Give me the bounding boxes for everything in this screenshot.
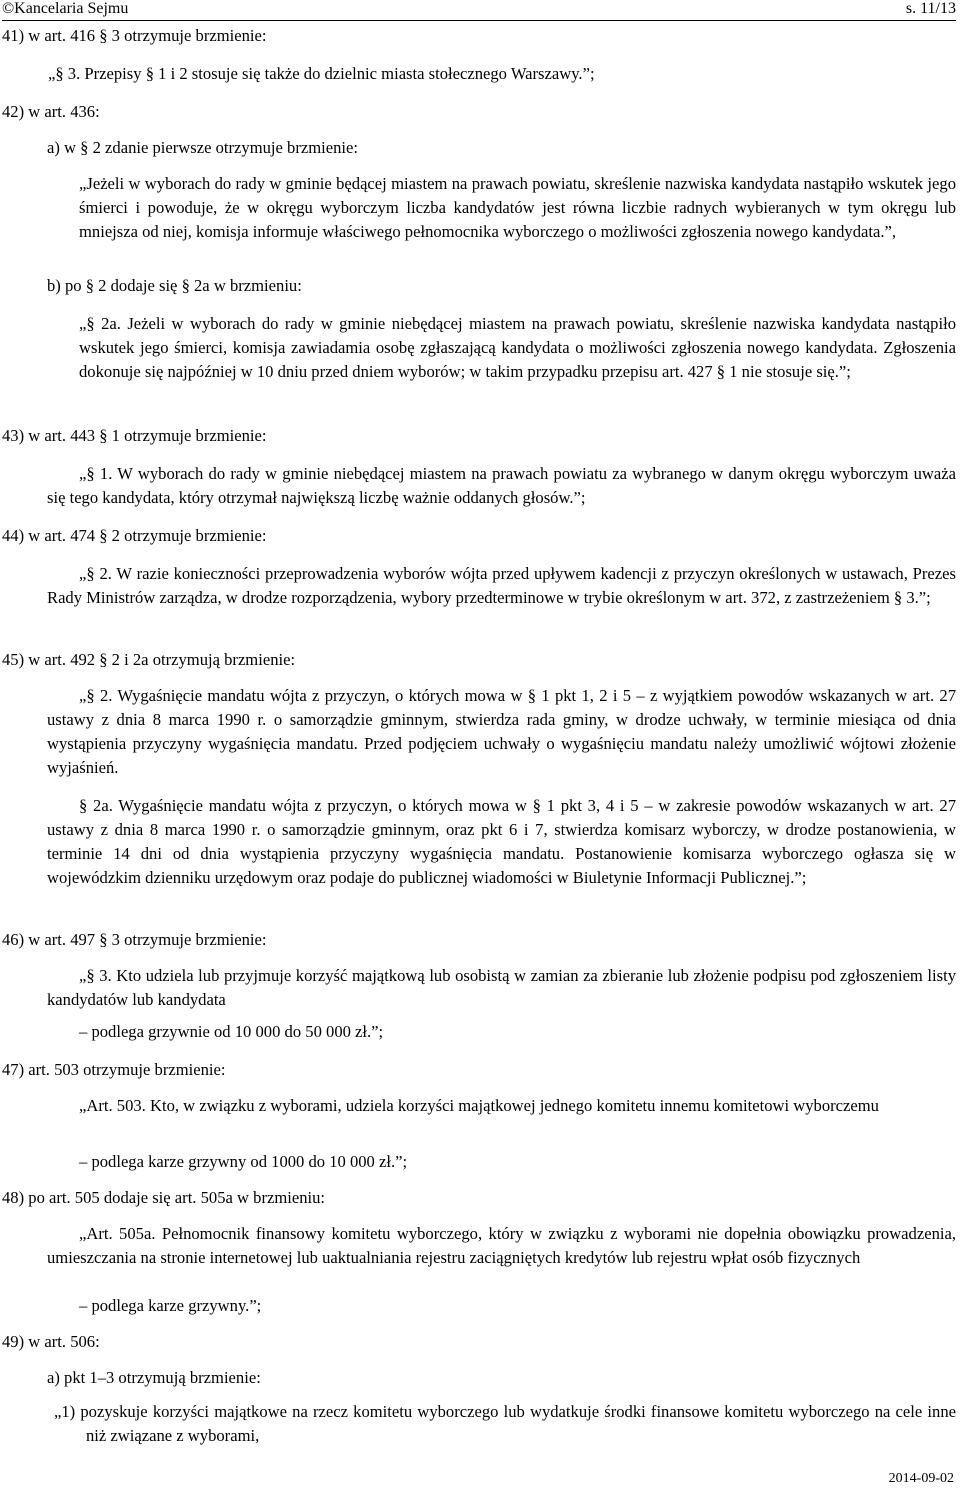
item-47: 47) art. 503 otrzymuje brzmienie: [2, 1060, 226, 1079]
item-46-text: „§ 3. Kto udziela lub przyjmuje korzyść majątkową lub osobistą w zamian za zbieranie lub złożenie podpisu pod zgłoszeniem listy kandydatów lub kandydata [47, 966, 956, 1009]
item-45-par-2a: § 2a. Wygaśnięcie mandatu wójta z przyczyn, o których mowa w § 1 pkt 3, 4 i 5 – w zakresie powodów wskazanych w art. 27 ustawy z dnia 8 marca 1990 r. o samorządzie gminnym, oraz pkt 6 i 7, stwierdza komisarz wyborczy, w drodze postanowienia, w terminie 14 dni od dnia wystąpienia przyczyny wygaśnięcia mandatu. Postanowienie komisarza wyborczego ogłasza się w wojewódzkim dzienniku urzędowym oraz podaje do publicznej wiadomości w Biuletynie Informacji Publicznej.”; [47, 796, 956, 887]
item-42-a: a) w § 2 zdanie pierwsze otrzymuje brzmienie: [47, 138, 359, 157]
item-47-text: „Art. 503. Kto, w związku z wyborami, udziela korzyści majątkowej jednego komitetu innemu komitetowi wyborczemu [79, 1096, 879, 1115]
item-49: 49) w art. 506: [2, 1332, 100, 1351]
item-44: 44) w art. 474 § 2 otrzymuje brzmienie: [2, 526, 267, 545]
item-48-text: „Art. 505a. Pełnomocnik finansowy komitetu wyborczego, który w związku z wyborami nie dopełnia obowiązku prowadzenia, umieszczania na stronie internetowej lub uaktualniania rejestru zaciągniętych kredytów lub rejestru wpłat osób fizycznych [47, 1224, 956, 1267]
item-42-b: b) po § 2 dodaje się § 2a w brzmieniu: [47, 276, 302, 295]
footer-date: 2014-09-02 [888, 1471, 954, 1486]
item-48-penalty: – podlega karze grzywny.”; [79, 1296, 262, 1315]
page-header [2, 0, 956, 21]
item-45-par-2: „§ 2. Wygaśnięcie mandatu wójta z przyczyn, o których mowa w § 1 pkt 1, 2 i 5 – z wyjątkiem powodów wskazanych w art. 27 ustawy z dnia 8 marca 1990 r. o samorządzie gminnym, stwierdza rada gminy, w drodze uchwały, w terminie miesiąca od dnia wystąpienia przyczyny wygaśnięcia mandatu. Przed podjęciem uchwały o wygaśnięciu mandatu należy umożliwić wójtowi złożenie wyjaśnień. [47, 686, 956, 777]
item-41: 41) w art. 416 § 3 otrzymuje brzmienie: [2, 26, 267, 45]
item-49-a-text: „1) pozyskuje korzyści majątkowe na rzecz komitetu wyborczego lub wydatkuje środki finansowe komitetu wyborczego na cele inne niż związane z wyborami, [54, 1402, 956, 1445]
item-43-text: „§ 1. W wyborach do rady w gminie niebędącej miastem na prawach powiatu za wybranego w danym okręgu wyborczym uważa się tego kandydata, który otrzymał największą liczbę ważnie oddanych głosów.”; [47, 464, 956, 507]
item-42-a-text: „Jeżeli w wyborach do rady w gminie będącej miastem na prawach powiatu, skreślenie nazwiska kandydata nastąpiło wskutek jego śmierci i powoduje, że w okręgu wyborczym liczba kandydatów jest równa liczbie radnych wybieranych w tym okręgu lub mniejsza od niej, komisja informuje właściwego pełnomocnika wyborczego o możliwości zgłoszenia nowego kandydata.”, [79, 174, 956, 241]
item-43: 43) w art. 443 § 1 otrzymuje brzmienie: [2, 426, 267, 445]
item-42-b-text: „§ 2a. Jeżeli w wyborach do rady w gminie niebędącej miastem na prawach powiatu, skreślenie nazwiska kandydata nastąpiło wskutek jego śmierci, komisja zawiadamia osobę zgłaszającą kandydata o możliwości zgłoszenia nowego kandydata. Zgłoszenia dokonuje się najpóźniej w 10 dniu przed dniem wyborów; w takim przypadku przepisu art. 427 § 1 nie stosuje się.”; [79, 314, 956, 381]
item-48: 48) po art. 505 dodaje się art. 505a w brzmieniu: [2, 1188, 326, 1207]
item-44-text: „§ 2. W razie konieczności przeprowadzenia wyborów wójta przed upływem kadencji z przyczyn określonych w ustawach, Prezes Rady Ministrów zarządza, w drodze rozporządzenia, wybory przedterminowe w trybie określonym w art. 372, z zastrzeżeniem § 3.”; [47, 564, 956, 607]
item-46-penalty: – podlega grzywnie od 10 000 do 50 000 zł.”; [79, 1022, 384, 1041]
item-46: 46) w art. 497 § 3 otrzymuje brzmienie: [2, 930, 267, 949]
item-49-a: a) pkt 1–3 otrzymują brzmienie: [47, 1368, 261, 1387]
item-45: 45) w art. 492 § 2 i 2a otrzymują brzmienie: [2, 650, 296, 669]
header-page-number: s. 11/13 [905, 0, 956, 17]
header-source: ©Kancelaria Sejmu [2, 0, 129, 17]
item-41-text: „§ 3. Przepisy § 1 i 2 stosuje się także do dzielnic miasta stołecznego Warszawy.”; [48, 64, 595, 83]
item-42: 42) w art. 436: [2, 102, 100, 121]
item-47-penalty: – podlega karze grzywny od 1000 do 10 000 zł.”; [79, 1152, 408, 1171]
